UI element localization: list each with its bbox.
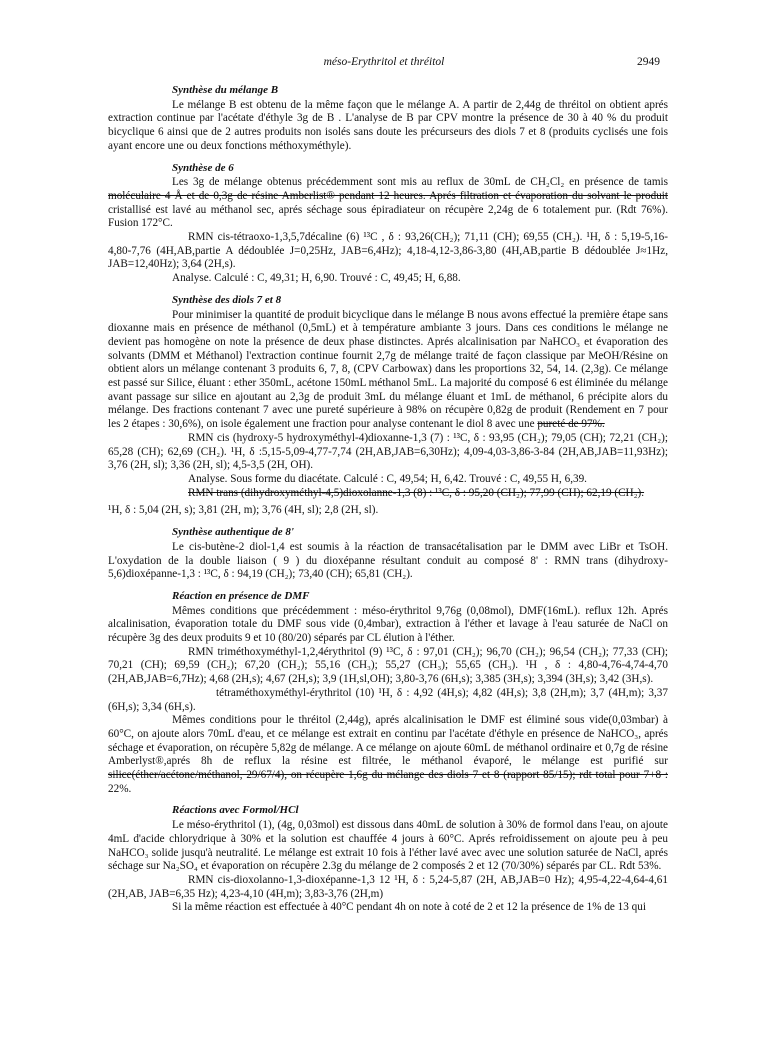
paragraph-dmf: Mêmes conditions que précédemment : méso-érythritol 9,76g (0,08mol), DMF(16mL). reflux 12h. Aprés alcalinisation, évaporation totale du DMF sous vide (0,4mbar), extraction à l'éther et lavage à l'eau saturée de NaCl on récupère 3g des deux produits 9 et 10 (80/20) séparés par CL élution à l'éther. — [108, 604, 668, 645]
page-number: 2949 — [637, 56, 660, 68]
section-title-formol: Réactions avec Formol/HCl — [172, 804, 299, 817]
section-title-diols: Synthèse des diols 7 et 8 — [172, 293, 282, 306]
analysis-6: Analyse. Calculé : C, 49,31; H, 6,90. Trouvé : C, 49,45; H, 6,88. — [172, 272, 461, 285]
analysis-7: Analyse. Sous forme du diacétate. Calculé : C, 49,54; H, 6,42. Trouvé : C, 49,55 H, 6,39. — [188, 472, 587, 485]
nmr-data-10: tétraméthoxyméthyl-érythritol (10) ¹H, δ : 4,92 (4H,s); 4,82 (4H,s); 3,8 (2H,m); 3,7 (4H,m); 3,37 (6H,s); 3,34 (6H,s). — [108, 686, 668, 713]
paragraph-formol: Le méso-érythritol (1), (4g, 0,03mol) est dissous dans 40mL de solution à 30% de formol dans l'eau, on ajoute 4mL d'acide chlorydrique à 30% et la solution est chauffée 4 jours à 60°C. Aprés refroidissement on ajoute peu à peu NaHCO₃ solide jusqu'à neutralité. Le mélange est extrait 10 fois à l'éther lavé avec avec une solution saturée de NaCl, aprés séchage sur Na₂SO₄ et évaporation on récupère 2.3g du mélange de 2 composés 2 et 12 (70/30%) séparés par CL. Rdt 53%. — [108, 819, 668, 873]
page-body — [108, 84, 668, 915]
section-title-synthese-6: Synthèse de 6 — [172, 161, 234, 174]
struck-text: silice(éther/acétone/méthanol, 29/67/4), on récupère 1,6g du mélange des diols 7 et 8 (rapport 85/15); rdt total pour 7+8 : — [108, 769, 668, 782]
paragraph-synthese-8prime: Le cis-butène-2 diol-1,4 est soumis à la réaction de transacétalisation par le DMM avec LiBr et TsOH. L'oxydation de la double liaison ( 9 ) du dioxépanne résultant conduit au composé 8' : RMN trans (dihydroxy-5,6)dioxépanne-1,3 : ¹³C, δ : 94,19 (CH₂); 73,40 (CH); 65,81 (CH₂). — [108, 540, 668, 581]
nmr-data-8-proton: ¹H, δ : 5,04 (2H, s); 3,81 (2H, m); 3,76 (4H, sl); 2,8 (2H, sl). — [108, 504, 379, 517]
nmr-data-8-carbon: RMN trans (dihydroxyméthyl-4,5)dioxolanne-1,3 (8) : ¹³C, δ : 95,20 (CH₂); 77,99 (CH); 62,19 (CH₂). — [188, 486, 645, 499]
running-header — [0, 56, 768, 72]
paragraph-diols: Pour minimiser la quantité de produit bicyclique dans le mélange B nous avons effectué la première étape sans dioxanne mais en présence de méthanol (0,5mL) et à température ambiante 3 jours. Dans ces conditions le mélange ne devient pas homogène on note la présence de deux phase distinctes. Aprés alcalinisation par NaHCO₃ et évaporation des solvants (DMM et Méthanol) l'extraction continue fournit 2,7g de mélange traité de façon classique par MeOH/Résine on obtient alors un mélange contenant 3 produits 6, 7, 8, (CPV Carbowax) dans les proportions 32, 54, 14. (2,3g). Ce mélange est passé sur Silice, éluant : ether 350mL, acétone 150mL méthanol 5mL. La majorité du composé 6 est éliminée du mélange avant passage sur silice en ajoutant au 2,3g de produit 3mL du mélange éluant et 1mL de méthanol, 6 précipite alors du mélange. Des fractions contenant 7 avec une pureté supérieure à 98% on récupère 0,82g de produit (Rendement en 7 pour les 2 étapes : 30,6%), on isole également une fraction pour analyse contenant le diol 8 avec une pureté de 97%. — [108, 308, 668, 431]
section-title-dmf: Réaction en présence de DMF — [172, 589, 310, 602]
paragraph-melange-b: Le mélange B est obtenu de la même façon que le mélange A. A partir de 2,44g de thréitol on obtient aprés extraction continue par l'acétate d'éthyle 3g de B . L'analyse de B par CPV montre la présence de 30 à 40 % du produit bicyclique 6 ainsi que de 2 autres produits non isolés sans doute les précurseurs des diols 7 et 8 (produits cyclisés une fois ayant encore une ou deux fonctions méthoxyméthyle). — [108, 98, 668, 152]
struck-text: pureté de 97%. — [537, 418, 605, 431]
paragraph-threitol-dmf: Mêmes conditions pour le thréitol (2,44g), aprés alcalinisation le DMF est éliminé sous vide(0,03mbar) à 60°C, on ajoute alors 70mL d'eau, et ce mélange est extrait en continu par l'acétate d'éthyle en présence de NaHCO₃, aprés séchage et évaporation, on récupère 5,82g de mélange. A ce mélange on ajoute 60mL de méthanol ordinaire et 0,7g de résine Amberlyst®,aprés 8h de reflux la résine est filtrée, le méthanol évaporé, le mélange est purifié sur silice(éther/acétone/méthanol, 29/67/4), on récupère 1,6g du mélange des diols 7 et 8 (rapport 85/15); rdt total pour 7+8 : 22%. — [108, 714, 668, 795]
struck-text: moléculaire 4 Å et de 0,3g de résine Amberlist® pendant 12 heures. Aprés filtration et évaporation du solvant le produit — [108, 189, 668, 202]
nmr-data-9: RMN triméthoxyméthyl-1,2,4érythritol (9) ¹³C, δ : 97,01 (CH₂); 96,70 (CH₂); 96,54 (CH₂); 77,33 (CH); 70,21 (CH); 69,59 (CH₂); 67,20 (CH₂); 55,16 (CH₃); 55,27 (CH₃); 55,65 (CH₃). ¹H , δ : 4,80-4,76-4,74-4,70 (2H,AB,JAB=6,7Hz); 4,68 (2H,s); 4,67 (2H,s); 3,9 (1H,sl,OH); 3,80-3,76 (6H,s); 3,385 (3H,s); 3,394 (3H,s); 3,42 (3H,s). — [108, 645, 668, 686]
running-title: méso-Erythritol et thréitol — [323, 56, 445, 68]
nmr-data-7: RMN cis (hydroxy-5 hydroxyméthyl-4)dioxanne-1,3 (7) : ¹³C, δ : 93,95 (CH₂); 79,05 (CH); 72,21 (CH₂); 65,28 (CH); 62,69 (CH₂). ¹H, δ :5,15-5,09-4,77-7,74 (2H,AB,JAB=6,30Hz); 4,09-4,03-3,86-3-84 (2H,AB,JAB=11,93Hz); 3,76 (2H, sl); 3,36 (2H, sl); 4,5-3,5 (2H, OH). — [108, 431, 668, 472]
paragraph-synthese-6-a: Les 3g de mélange obtenus précédemment sont mis au reflux de 30mL de CH₂Cl₂ en présence de tamis moléculaire 4 Å et de 0,3g de résine Amberlist® pendant 12 heures. Aprés filtration et évaporation du solvant le produit cristallisé est lavé au méthanol sec, aprés séchage sous épiradiateur on récupère 2,24g de 6 totalement pur. (Rdt 76%). Fusion 172°C. — [108, 176, 668, 230]
paragraph-formol-last: Si la même réaction est effectuée à 40°C pendant 4h on note à coté de 2 et 12 la présence de 1% de 13 qui — [172, 901, 646, 914]
section-title-synthese-8prime: Synthèse authentique de 8' — [172, 526, 294, 539]
section-title-melange-b: Synthèse du mélange B — [172, 84, 279, 96]
nmr-data-6: RMN cis-tétraoxo-1,3,5,7décaline (6) ¹³C , δ : 93,26(CH₂); 71,11 (CH); 69,55 (CH₂). ¹H, δ : 5,19-5,16-4,80-7,76 (4H,AB,partie A dédoublée J=0,25Hz, JAB=6,4Hz); 4,18-4,12-3,86-3,80 (4H,AB,partie B dédoublée J≈1Hz, JAB=12,40Hz); 3,64 (2H,s). — [108, 231, 668, 271]
nmr-data-12: RMN cis-dioxolanno-1,3-dioxépanne-1,3 12 ¹H, δ : 5,24-5,87 (2H, AB,JAB=0 Hz); 4,95-4,22-4,64-4,61 (2H,AB, JAB=6,35 Hz); 4,23-4,10 (4H,m); 3,83-3,76 (2H,m) — [108, 873, 668, 900]
